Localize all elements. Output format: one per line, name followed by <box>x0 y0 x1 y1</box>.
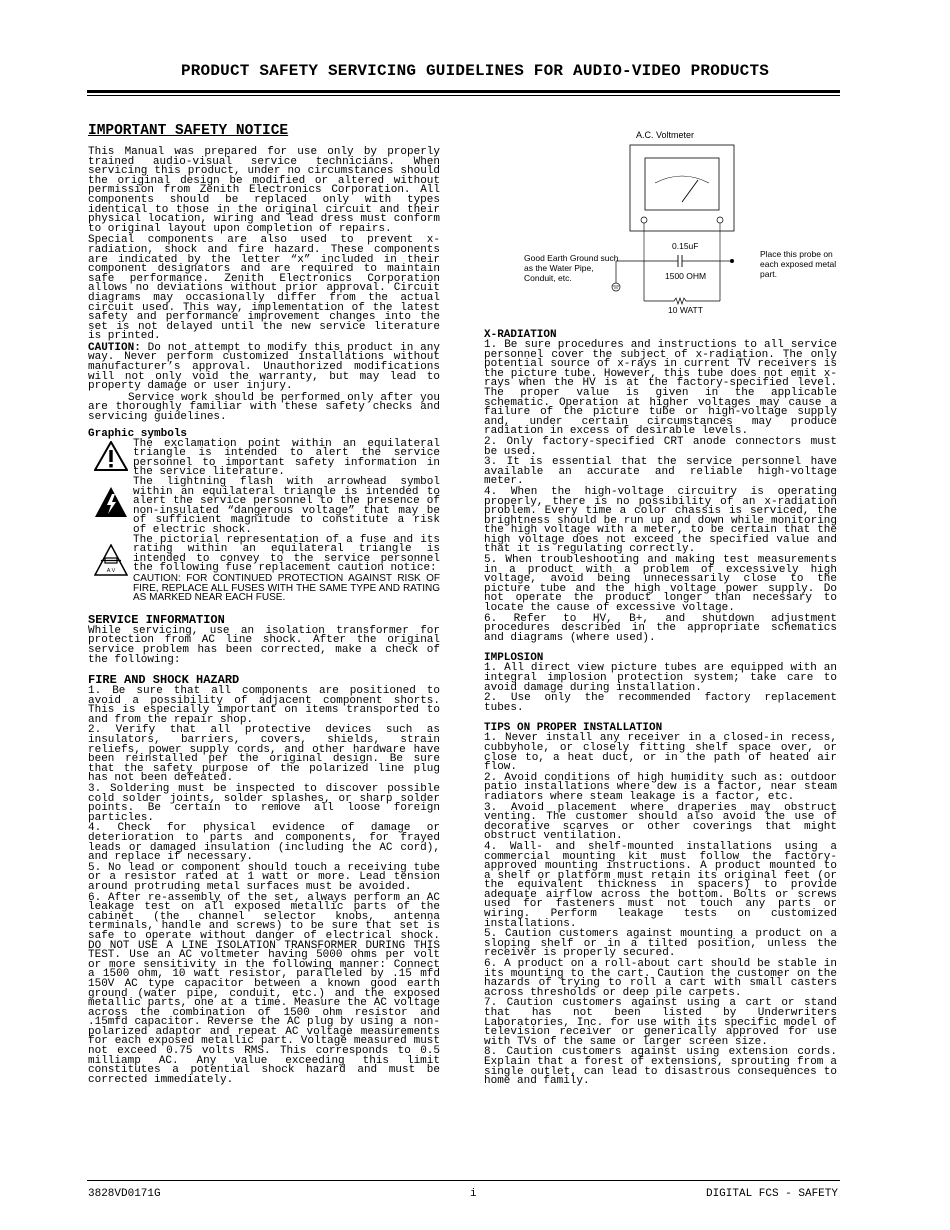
list-item: 6. A product on a roll-about cart should be stable in its mounting to the cart. Caution the customer on the hazards of trying to roll a cart with small casters across thresholds or deep pile carpets. <box>484 958 837 999</box>
watt-label: 10 WATT <box>668 305 703 315</box>
graphic-symbols-heading: Graphic symbols <box>88 427 188 440</box>
fuse-caution: CAUTION: FOR CONTINUED PROTECTION AGAINST RISK OF FIRE, REPLACE ALL FUSES WITH THE SAME TYPE AND RATING AS MARKED NEAR EACH FUSE. <box>133 572 440 604</box>
list-item: 3. Soldering must be inspected to discover possible cold solder joints, solder splashes, or sharp solder points. Be certain to remove all loose foreign particles. <box>88 783 440 824</box>
list-item: 5. No lead or component should touch a receiving tube or a resistor rated at 1 watt or more. Lead tension around protruding metal surfaces must be avoided. <box>88 861 440 893</box>
exclamation-triangle-icon <box>88 440 133 471</box>
leakage-test-diagram <box>520 125 840 325</box>
lightning-symbol-text: The lightning flash with arrowhead symbol within an equilateral triangle is intended to alert the service personnel to the presence of non-insulated “dangerous voltage” that may be of sufficient magnitude to constitute a risk of electric shock. <box>133 476 440 536</box>
list-item: 5. Caution customers against mounting a product on a sloping shelf or in a tilted position, unless the receiver is properly secured. <box>484 928 837 960</box>
list-item: 2. Verify that all protective devices such as insulators, barriers, covers, shields, strain reliefs, power supply cords, and other hardware have been reinstalled per the original design. Be sure that the safety purpose of the polarized line plug has not been defeated. <box>88 724 440 785</box>
list-item: 6. After re-assembly of the set, always perform an AC leakage test on all exposed metallic parts of the cabinet (the channel selector knobs, antenna terminals, handle and screws) to be sure that set is safe to operate without danger of electrical shock. DO NOT USE A LINE ISOLATION TRANSFORMER DURING THIS TEST. Use an AC voltmeter having 5000 ohms per volt or more sensitivity in the following manner: Connect a 1500 ohm, 10 watt resistor, paralleled by .15 mfd 150V AC type capacitor between a known good earth ground (water pipe, conduit, etc.) and the exposed metallic parts, one at a time. Measure the AC voltage across the combination of 1500 ohm resistor and .15mfd capacitor. Reverse the AC plug by using a non-polarized adaptor and repeat AC voltage measurements for each exposed metallic part. Voltage measured must not exceed 0.75 volts RMS. This corresponds to 0.5 milliamp AC. Any value exceeding this limit constitutes a potential shock hazard and must be corrected immediately. <box>88 891 440 1086</box>
header-rule <box>87 90 840 93</box>
list-item: 3. It is essential that the service personnel have available an accurate and reliable high-voltage meter. <box>484 456 837 488</box>
resistor-label: 1500 OHM <box>665 271 707 281</box>
lightning-triangle-icon <box>88 478 133 518</box>
notice-paragraph-1: This Manual was prepared for use only by properly trained audio-visual service technicians. When servicing this product, under no circumstances should the original design be modified or altered without permission from Zenith Electronics Corporation. All components should be replaced only with types identical to those in the original circuit and their physical location, wiring and lead dress must conform to original layout upon completion of repairs. <box>88 146 440 235</box>
list-item: 6. Refer to HV, B+, and shutdown adjustment procedures described in the appropriate schematics and diagrams (where used). <box>484 612 837 644</box>
fire-shock-heading: FIRE AND SHOCK HAZARD <box>88 673 240 688</box>
service-info-text: While servicing, use an isolation transformer for protection from AC line shock. After the original service problem has been corrected, make a check of the following: <box>88 624 440 666</box>
exclamation-symbol-text: The exclamation point within an equilateral triangle is intended to alert the service personnel to important safety information in the service literature. <box>133 437 440 479</box>
voltmeter-label: A.C. Voltmeter <box>636 130 695 140</box>
terminal-right <box>717 217 723 223</box>
fuse-triangle-icon <box>88 536 133 576</box>
list-item: 5. When troubleshooting and making test measurements in a product with a problem of excessively high voltage, avoid being unnecessarily close to the picture tube and the high voltage power supply. Do not operate the product longer than necessary to locate the cause of excessive voltage. <box>484 554 837 615</box>
list-item: 1. Never install any receiver in a closed-in recess, cubbyhole, or closely fitting shelf space over, or close to, a heat duct, or in the path of heated air flow. <box>484 732 837 774</box>
list-item: 8. Caution customers against using extension cords. Explain that a forest of extensions, sprouting from a single outlet, can lead to disastrous consequences to home and family. <box>484 1046 837 1088</box>
caution-text: Do not attempt to modify this product in any way. Never perform customized installations without manufacturer’s approval. Unauthorized modifications will not only void the warranty, but may lead to property damage or user injury. <box>88 341 440 393</box>
xradiation-heading: X-RADIATION <box>484 329 557 341</box>
notice-paragraph-2: Special components are also used to prevent x-radiation, shock and fire hazard. These components are indicated by the letter “x” included in their component designators and are required to maintain safe performance. Zenith Electronics Corporation allows no deviations without prior approval. Circuit diagrams may occasionally differ from the actual circuit used. This way, implementation of the latest safety and performance improvement changes into the set is not delayed until the new service literature is printed. <box>88 234 440 343</box>
fuse-symbol-text <box>133 533 440 604</box>
ground-label: Good Earth Ground such as the Water Pipe, Conduit, etc. <box>524 253 619 283</box>
service-note: Service work should be performed only after you are thoroughly familiar with these safety checks and servicing guidelines. <box>88 391 440 424</box>
resistor-symbol <box>644 298 720 304</box>
service-info-heading: SERVICE INFORMATION <box>88 612 225 627</box>
exclamation-symbol-row <box>88 437 440 479</box>
footer-doc-number: 3828VD0171G <box>88 1188 161 1200</box>
header-rule-thin <box>87 95 840 96</box>
footer-rule <box>87 1180 840 1181</box>
caution-label: CAUTION: <box>88 341 141 354</box>
ground-icon <box>612 283 620 291</box>
lightning-symbol-row <box>88 478 440 536</box>
list-item: 7. Caution customers against using a cart or stand that has not been listed by Underwriters Laboratories, Inc. for use with its specific model of television receiver or generically approved for use with TVs of the same or larger screen size. <box>484 997 837 1048</box>
list-item: 4. Wall- and shelf-mounted installations using a commercial mounting kit must follow the factory-approved mounting instructions. A product mounted to a shelf or platform must retain its original feet (or the equivalent thickness in spacers) to provide adequate airflow across the bottom. Bolts or screws used for fasteners must not touch any parts or wiring. Perform leakage tests on customized installations. <box>484 840 837 930</box>
list-item: 4. When the high-voltage circuitry is operating properly, there is no possibility of an x-radiation problem. Every time a color chassis is serviced, the brightness should be run up and down while monitoring the high voltage with a meter, to be certain that the high voltage does not exceed the specified value and that it is regulating correctly. <box>484 485 837 556</box>
notice-heading: IMPORTANT SAFETY NOTICE <box>88 123 289 139</box>
terminal-left <box>641 217 647 223</box>
probe-icon <box>730 259 734 263</box>
list-item: 1. Be sure that all components are positioned to avoid a possibility of adjacent component shorts. This is especially important on items transported to and from the repair shop. <box>88 685 440 726</box>
left-column <box>88 124 440 1086</box>
fuse-description: The pictorial representation of a fuse and its rating within an equilateral triangle is intended to convey to the service personnel the following fuse replacement caution notice: <box>133 533 440 575</box>
list-item: 3. Avoid placement where draperies may obstruct venting. The customer should also avoid the use of decorative scarves or other coverings that might obstruct ventilation. <box>484 801 837 843</box>
fuse-symbol-row <box>88 533 440 604</box>
list-item: 1. Be sure procedures and instructions to all service personnel cover the subject of x-radiation. The only potential source of x-rays in current TV receivers is the picture tube. However, this tube does not emit x-rays when the HV is at the factory-specified level. The proper value is given in the applicable schematic. Operation at higher voltages may cause a failure of the picture tube or high-voltage supply and, under certain circumstances may produce radiation in excess of desirable levels. <box>484 339 837 438</box>
capacitor-label: 0.15uF <box>672 241 699 251</box>
installation-heading: TIPS ON PROPER INSTALLATION <box>484 722 663 735</box>
list-item: 4. Check for physical evidence of damage or deterioration to parts and components, for frayed leads or damaged insulation (including the AC cord), and replace if necessary. <box>88 822 440 864</box>
list-item: 2. Use only the recommended factory replacement tubes. <box>484 692 837 714</box>
footer-section: DIGITAL FCS - SAFETY <box>705 1188 838 1200</box>
voltmeter-dial <box>645 158 719 210</box>
footer-page-number: i <box>470 1188 477 1200</box>
caution-paragraph <box>88 341 440 393</box>
fire-shock-list <box>88 687 440 1085</box>
page-title: PRODUCT SAFETY SERVICING GUIDELINES FOR AUDIO-VIDEO PRODUCTS <box>180 62 770 80</box>
list-item: 1. All direct view picture tubes are equipped with an integral implosion protection system; take care to avoid damage during installation. <box>484 662 837 694</box>
list-item: 2. Avoid conditions of high humidity such as: outdoor patio installations where dew is a factor, near steam radiators where steam leakage is a factor, etc. <box>484 771 837 803</box>
list-item: 2. Only factory-specified CRT anode connectors must be used. <box>484 435 837 458</box>
implosion-heading: IMPLOSION <box>484 652 544 665</box>
right-column <box>484 330 837 1088</box>
fuse-icon-label: A V <box>106 567 115 574</box>
probe-label: Place this probe on each exposed metal part. <box>760 249 837 279</box>
